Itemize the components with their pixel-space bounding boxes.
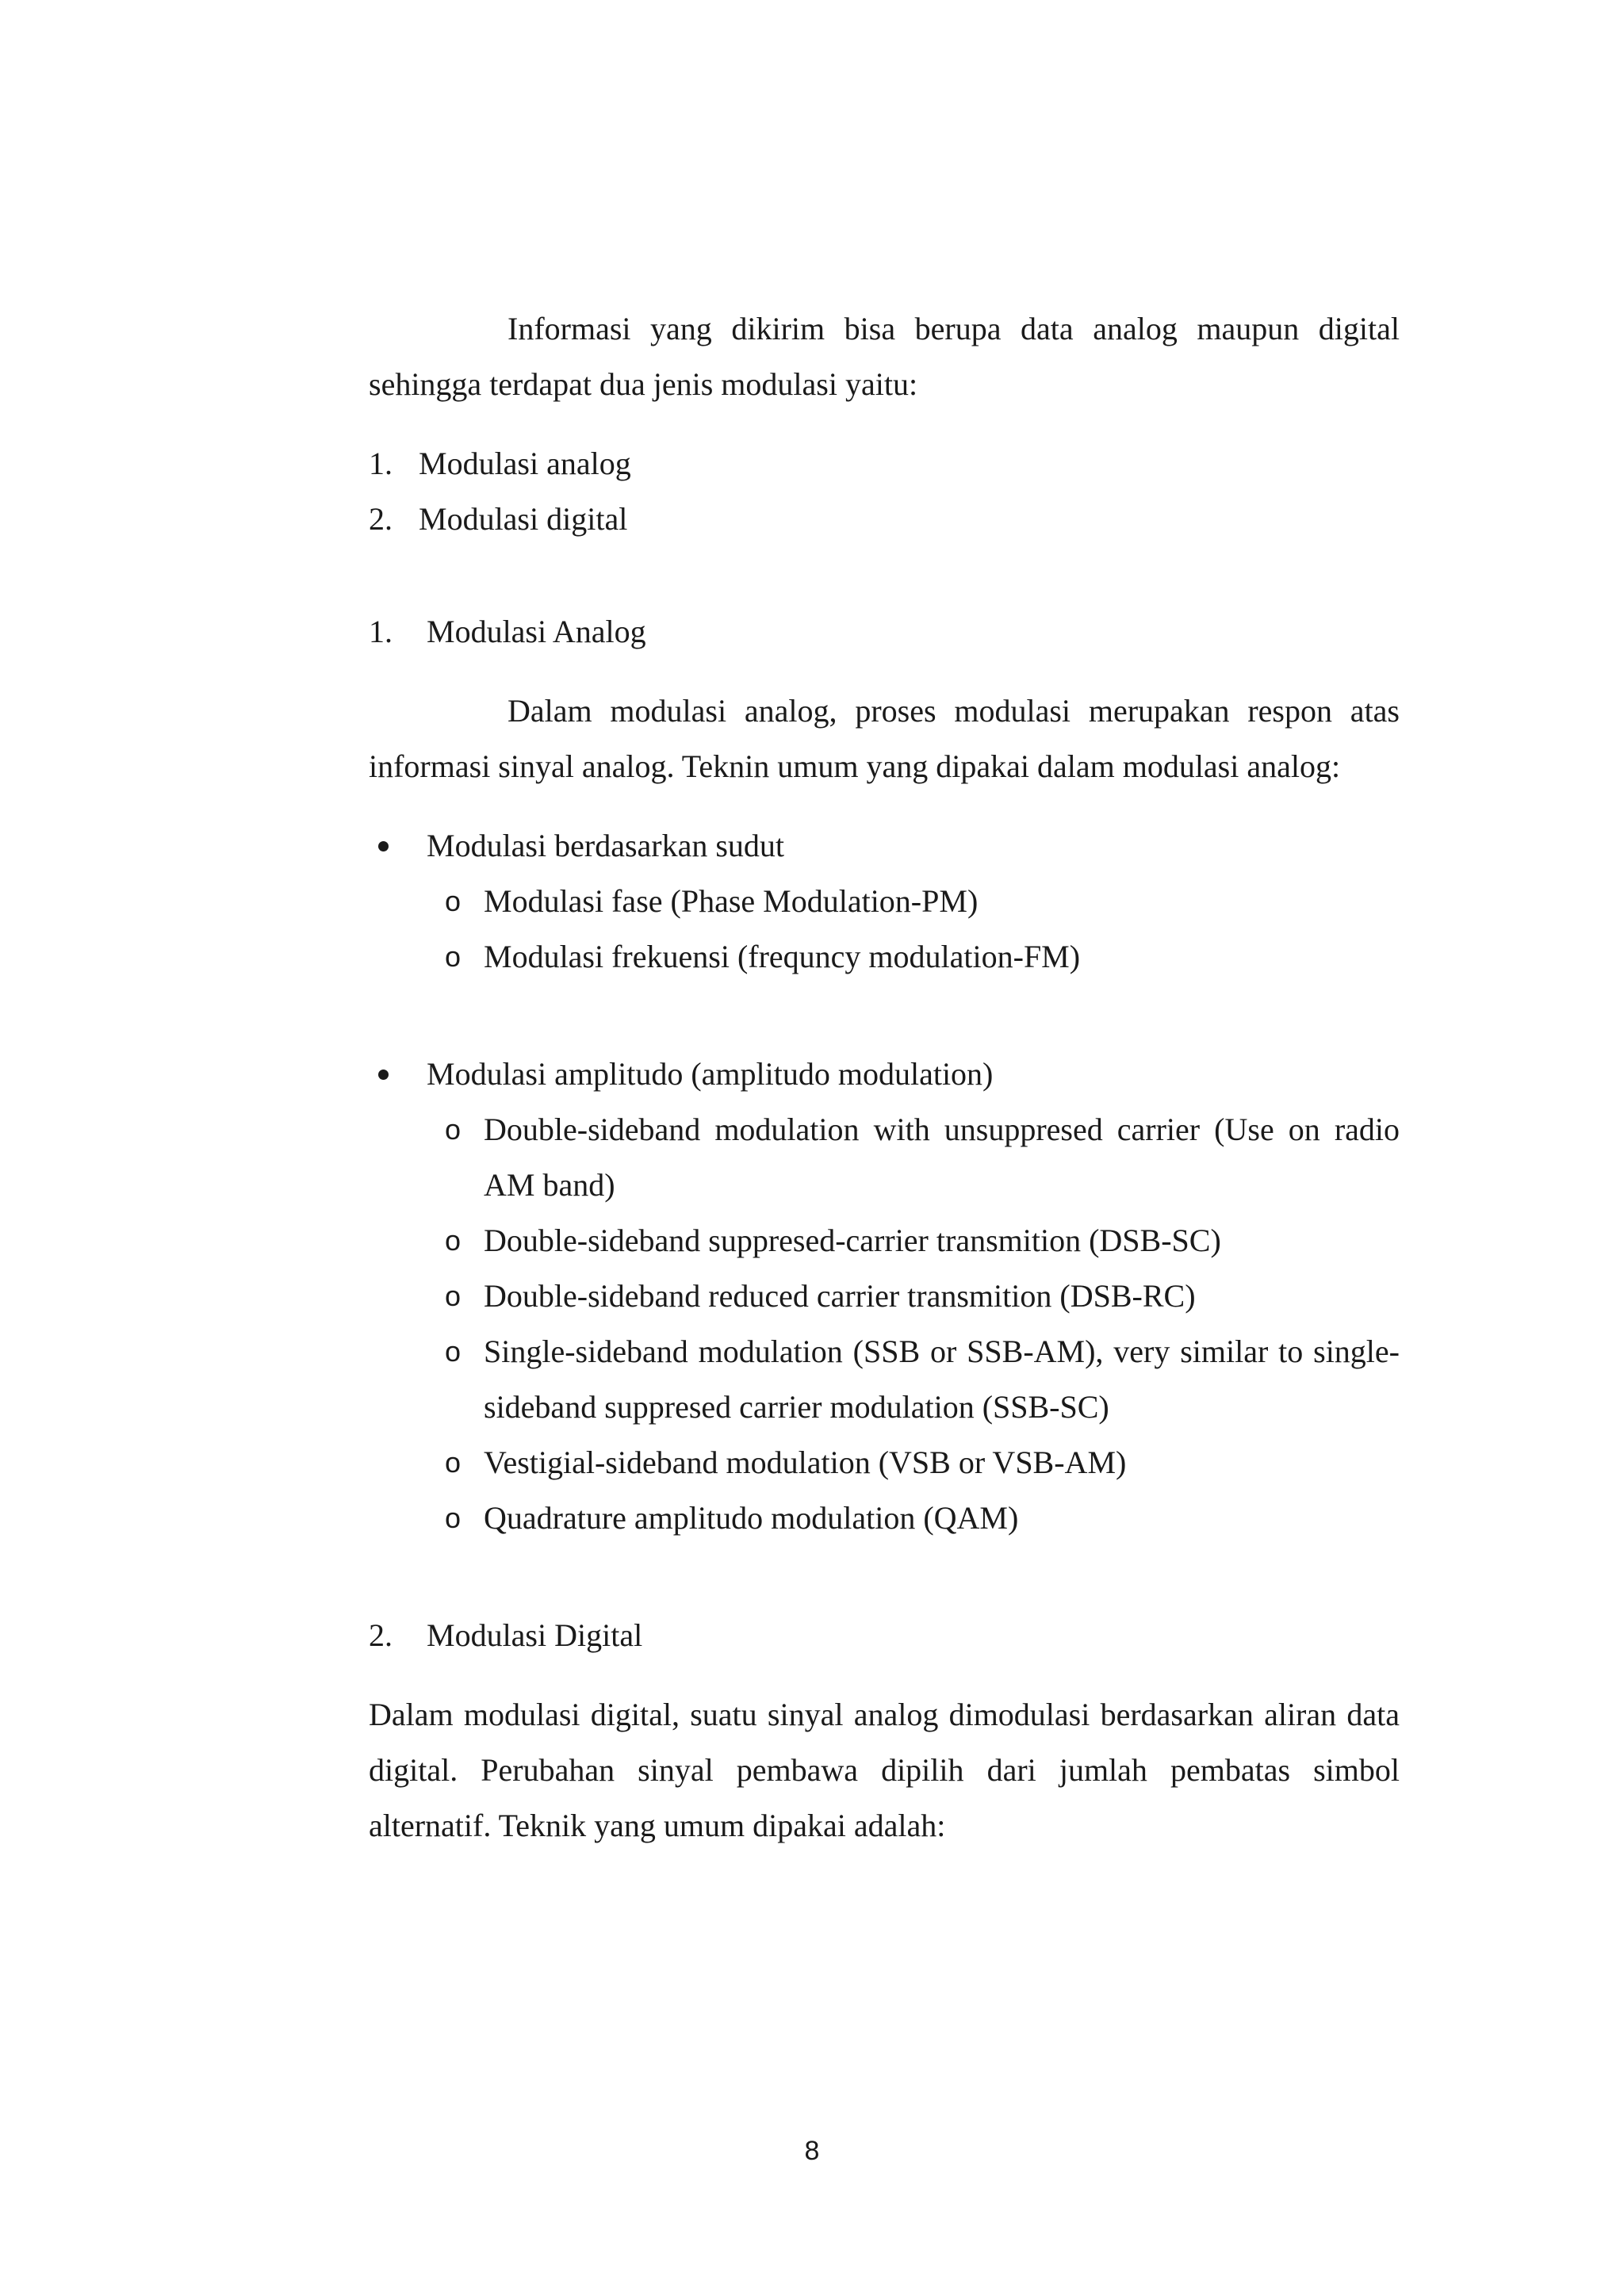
bullet-title: Modulasi amplitudo (amplitudo modulation)	[427, 1056, 994, 1092]
circle-bullet-icon: o	[445, 1280, 462, 1312]
list-number: 1.	[369, 446, 393, 481]
page-number: 8	[804, 2136, 820, 2166]
list-number: 2.	[369, 501, 393, 537]
list-item	[369, 436, 1400, 492]
bullet-icon	[378, 1070, 389, 1080]
analog-paragraph: Dalam modulasi analog, proses modulasi merupakan respon atas informasi sinyal analog. Teknin umum yang dipakai dalam modulasi analog:	[369, 693, 1400, 784]
section-number: 2.	[369, 1617, 393, 1653]
circle-bullet-icon: o	[445, 885, 462, 917]
sub-item-text: Vestigial-sideband modulation (VSB or VSB-AM)	[484, 1445, 1127, 1480]
list-item	[369, 492, 1400, 547]
circle-bullet-icon: o	[445, 1335, 462, 1368]
circle-bullet-icon: o	[445, 1113, 462, 1146]
section-heading-digital	[369, 1608, 1400, 1663]
analog-group-amplitude	[369, 1047, 1400, 1546]
sub-item-text: Double-sideband suppresed-carrier transmition (DSB-SC)	[484, 1223, 1221, 1258]
section-number: 1.	[369, 614, 393, 649]
page-body	[369, 301, 1400, 1854]
section-title: Modulasi Digital	[427, 1617, 643, 1653]
list-item-label: Modulasi analog	[419, 446, 631, 481]
circle-bullet-icon: o	[445, 1224, 462, 1257]
sub-item-text: Double-sideband reduced carrier transmition (DSB-RC)	[484, 1278, 1196, 1314]
sub-item-text: Single-sideband modulation (SSB or SSB-AM), very similar to single-sideband suppresed carrier modulation (SSB-SC)	[484, 1334, 1400, 1425]
bullet-item	[369, 818, 1400, 985]
section-heading-analog	[369, 604, 1400, 660]
list-item-label: Modulasi digital	[419, 501, 628, 537]
sub-item	[407, 1269, 1400, 1324]
sub-item-text: Double-sideband modulation with unsuppresed carrier (Use on radio AM band)	[484, 1112, 1400, 1203]
bullet-title: Modulasi berdasarkan sudut	[427, 828, 785, 863]
modulation-types-list	[369, 436, 1400, 547]
sub-item	[407, 1102, 1400, 1213]
sub-item	[407, 1490, 1400, 1546]
sub-item	[407, 1435, 1400, 1490]
sub-item	[407, 1324, 1400, 1435]
sub-item	[407, 874, 1400, 929]
intro-paragraph: Informasi yang dikirim bisa berupa data analog maupun digital sehingga terdapat dua jenis modulasi yaitu:	[369, 311, 1400, 402]
circle-bullet-icon: o	[445, 1446, 462, 1479]
sub-list	[407, 874, 1400, 985]
digital-paragraph: Dalam modulasi digital, suatu sinyal analog dimodulasi berdasarkan aliran data digital. Perubahan sinyal pembawa dipilih dari jumlah pembatas simbol alternatif. Teknik yang umum dipakai adalah:	[369, 1697, 1400, 1843]
analog-group-angle	[369, 818, 1400, 985]
sub-item	[407, 929, 1400, 985]
circle-bullet-icon: o	[445, 940, 462, 973]
sub-item-text: Modulasi fase (Phase Modulation-PM)	[484, 883, 979, 919]
circle-bullet-icon: o	[445, 1502, 462, 1534]
sub-item-text: Quadrature amplitudo modulation (QAM)	[484, 1500, 1019, 1536]
bullet-icon	[378, 841, 389, 851]
sub-item	[407, 1213, 1400, 1269]
bullet-item	[369, 1047, 1400, 1546]
sub-list	[407, 1102, 1400, 1546]
section-title: Modulasi Analog	[427, 614, 646, 649]
sub-item-text: Modulasi frekuensi (frequncy modulation-FM)	[484, 939, 1081, 974]
